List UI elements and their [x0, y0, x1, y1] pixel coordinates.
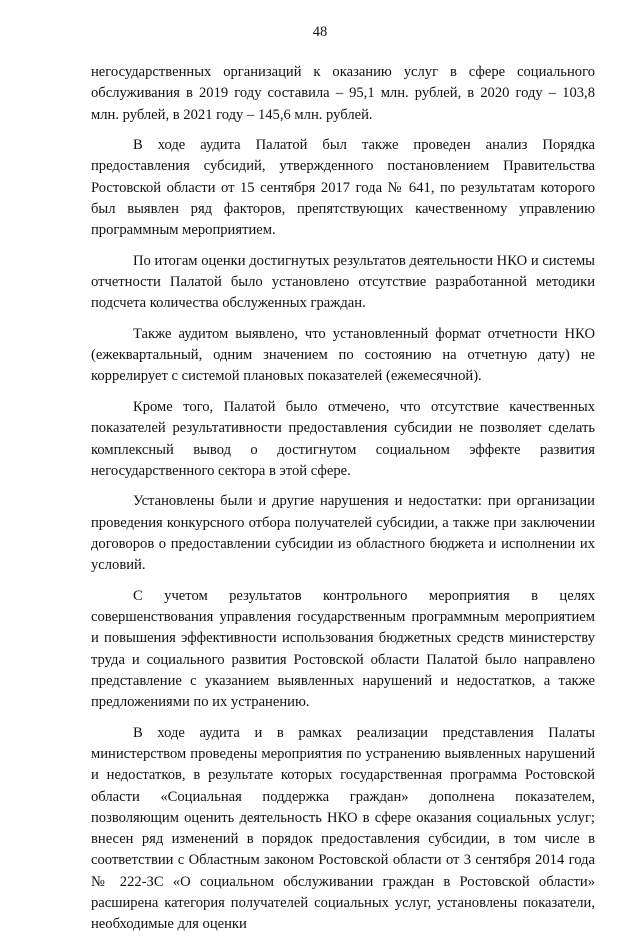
paragraph: С учетом результатов контрольного мероприятия в целях совершенствования управления государственным программным мероприятием и повышения эффективности использования бюджетных средств министерству труда и социального развития Ростовской области Палатой было направлено представление с указанием выявленных нарушений и недостатков, а также предложениями по их устранению. — [91, 587, 595, 711]
paragraph: Также аудитом выявлено, что установленный формат отчетности НКО (ежеквартальный, одним значением по состоянию на отчетную дату) не коррелирует с системой плановых показателей (ежемесячной). — [91, 325, 595, 385]
paragraph: В ходе аудита Палатой был также проведен анализ Порядка предоставления субсидий, утвержденного постановлением Правительства Ростовской области от 15 сентября 2017 года № 641, по результатам которого был выявлен ряд факторов, препятствующих качественному управлению программным мероприятием. — [91, 137, 595, 239]
paragraph: По итогам оценки достигнутых результатов деятельности НКО и системы отчетности Палатой было установлено отсутствие разработанной методики подсчета количества обслуженных граждан. — [91, 252, 595, 312]
paragraph: Установлены были и другие нарушения и недостатки: при организации проведения конкурсного отбора получателей субсидии, а также при заключении договоров о предоставлении субсидии из областного бюджета и исполнении их условий. — [91, 493, 595, 574]
document-body — [91, 62, 595, 945]
page-number: 48 — [312, 24, 328, 40]
paragraph: негосударственных организаций к оказанию услуг в сфере социального обслуживания в 2019 году составила – 95,1 млн. рублей, в 2020 году – 103,8 млн. рублей, в 2021 году – 145,6 млн. рублей. — [91, 64, 595, 123]
paragraph: Кроме того, Палатой было отмечено, что отсутствие качественных показателей результативности предоставления субсидии не позволяет сделать комплексный вывод о достигнутом социальном эффекте развития негосударственного сектора в этой сфере. — [91, 398, 595, 479]
paragraph: В ходе аудита и в рамках реализации представления Палаты министерством проведены мероприятия по устранению выявленных нарушений и недостатков, в результате которых государственная программа Ростовской области «Социальная поддержка граждан» дополнена показателем, позволяющим оценить деятельность НКО в сфере оказания социальных услуг; внесен ряд изменений в порядок предоставления субсидии, в том числе в соответствии с Областным законом Ростовской области от 3 сентября 2014 года № 222-ЗС «О социальном обслуживании граждан в Ростовской области» расширена категория получателей социальных услуг, установлены показатели, необходимые для оценки — [91, 724, 595, 933]
